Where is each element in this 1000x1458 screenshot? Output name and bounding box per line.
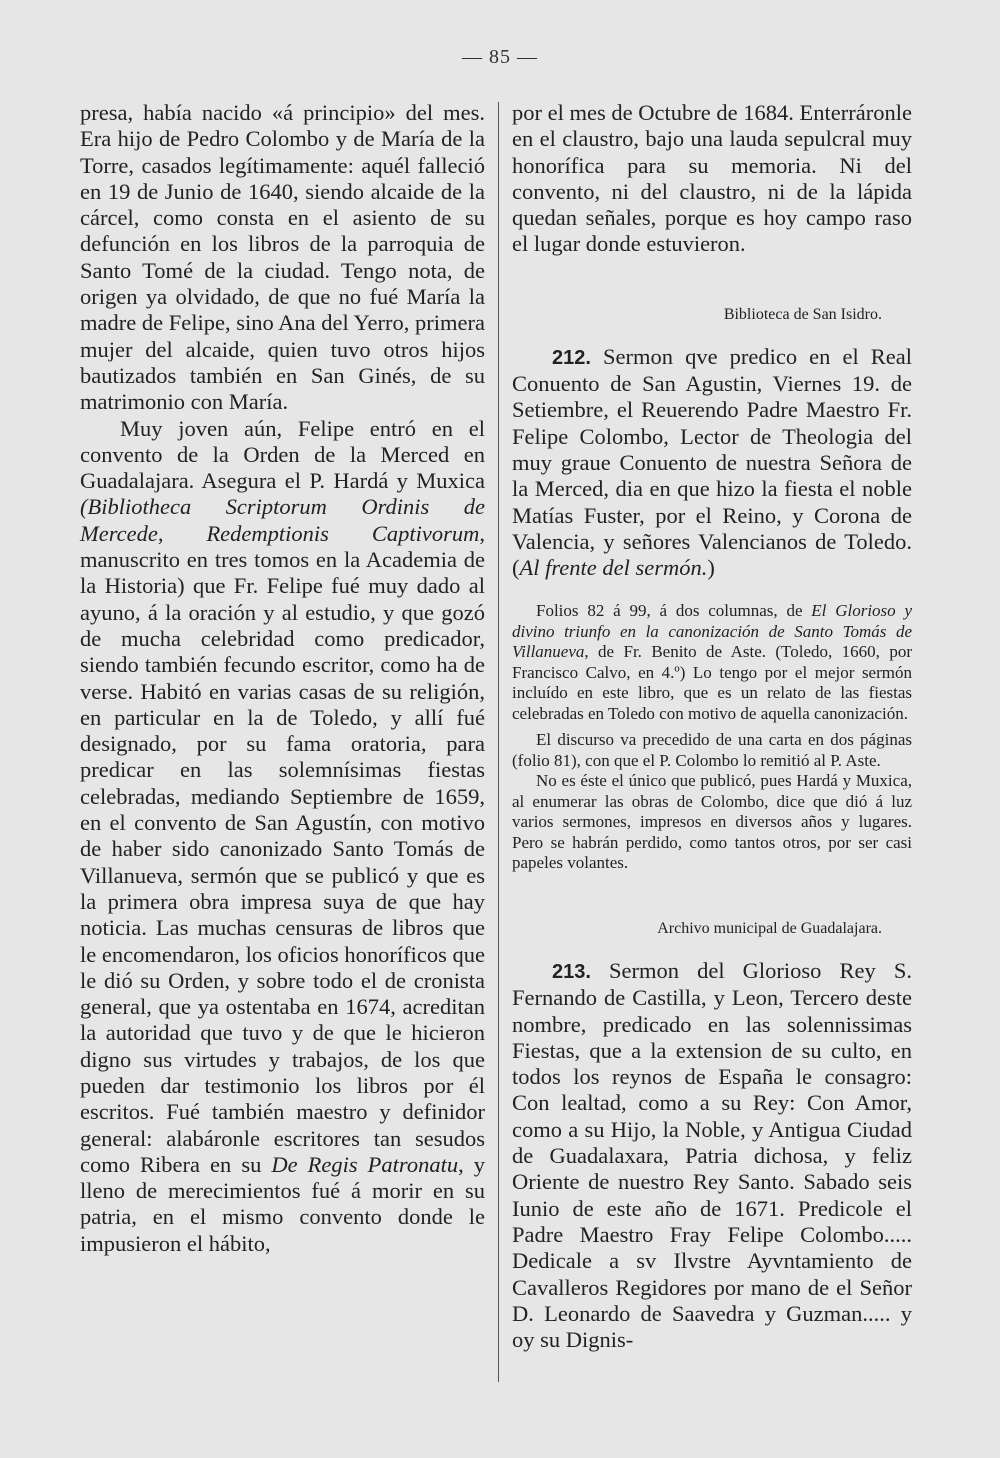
glorioso-title: El Glorioso y divino triunfo en la canonización de Santo Tomás de Villanueva [512,601,912,662]
entry-212-number: 212. [552,346,591,369]
entry-213: 213. Sermon del Glorioso Rey S. Fernando de Castilla, y Leon, Tercero deste nombre, predicado en las solennissimas Fiestas, que a la extension de su culto, en todos los reynos de España le consagro: Con lealtad, como a su Rey: Con Amor, como a su Hijo, la Noble, y Antigua Ciudad de Guadalaxara, Patria dichosa, y feliz Oriente de nuestro Rey Santo. Sabado seis Iunio de este año de 1671. Predicole el Padre Maestro Fray Felipe Colombo..... Dedicale a sv Ilvstre Ayvntamiento de Cavalleros Regidores por mano de el Señor D. Leonardo de Saavedra y Guzman..... y oy su Dignis- [512,957,912,1353]
left-column [80,100,485,1257]
note-212-2: El discurso va precedido de una carta en dos páginas (folio 81), con que el P. Colombo lo remitió al P. Aste. [512,730,912,770]
right-column [512,100,912,1353]
source-biblioteca: Biblioteca de San Isidro. [723,305,882,323]
page-number: — 85 — [462,46,538,68]
left-paragraph-1: presa, había nacido «á principio» del mes. Era hijo de Pedro Colombo y de María de la Torre, casados legítimamente: aquél falleció en 19 de Junio de 1640, siendo alcaide de la cárcel, como consta en el asiento de su defunción en los libros de la parroquia de Santo Tomé de la ciudad. Tengo nota, de origen ya olvidado, de que no fué María la madre de Felipe, sino Ana del Yerro, primera mujer del alcaide, quien tuvo otros hijos bautizados también en San Ginés, de su matrimonio con María. [80,100,485,415]
de-regis-title: De Regis Patronatu [271,1151,459,1177]
entry-212: 212. Sermon qve predico en el Real Conuento de San Agustin, Viernes 19. de Setiembre, el Reuerendo Padre Maestro Fr. Felipe Colombo, Lector de Theologia del muy graue Conuento de nuestra Señora de la Merced, dia en que hizo la fiesta el noble Matías Fuster, por el Reino, y Corona de Valencia, y señores Valencianos de Toledo. (Al frente del sermón.) [512,343,912,581]
note-212-3: No es éste el único que publicó, pues Hardá y Muxica, al enumerar las obras de Colombo, dice que dió á luz varios sermones, impresos en diversos años y lugares. Pero se habrán perdido, como tantos otros, por ser casi papeles volantes. [512,771,912,873]
note-212-1: Folios 82 á 99, á dos columnas, de El Glorioso y divino triunfo en la canonización de Santo Tomás de Villanueva, de Fr. Benito de Aste. (Toledo, 1660, por Francisco Calvo, en 4.º) Lo tengo por el mejor sermón incluído en este libro, que es un relato de las fiestas celebradas en Toledo con motivo de aquella canonización. [512,601,912,723]
entry-213-number: 213. [552,960,591,983]
column-divider [498,102,499,1382]
left-paragraph-2: Muy joven aún, Felipe entró en el convento de la Orden de la Merced en Guadalajara. Asegura el P. Hardá y Muxica (Bibliotheca Scriptorum Ordinis de Mercede, Redemptionis Captivorum, manuscrito en tres tomos en la Academia de la Historia) que Fr. Felipe fué muy dado al ayuno, á la oración y al estudio, y que gozó de mucha celebridad como predicador, siendo también fecundo escritor, como ha de verse. Habitó en varias casas de su religión, en particular en la de Toledo, y allí fué designado, por su fama oratoria, para predicar en las solemnísimas fiestas celebradas, mediando Septiembre de 1659, en el convento de San Agustín, con motivo de haber sido canonizado Santo Tomás de Villanueva, sermón que se publicó y que es la primera obra impresa suya de que hay noticia. Las muchas censuras de libros que le encomendaron, los oficios honoríficos que le dió su Orden, y sobre todo el de cronista general, que ya ostentaba en 1674, acreditan la autoridad que tuvo y de que le hicieron digno sus virtudes y trabajos, de los que pueden dar testimonio los libros por él escritos. Fué también maestro y definidor general: alabáronle escritores tan sesudos como Ribera en su De Regis Patronatu, y lleno de merecimientos fué á morir en su patria, en el mismo convento donde le impusieron el hábito, [80,415,485,1256]
entry-212-italic: Al frente del sermón. [519,555,708,581]
source-archivo: Archivo municipal de Guadalajara. [657,919,882,937]
right-paragraph-1: por el mes de Octubre de 1684. Enterráronle en el claustro, bajo una lauda sepulcral muy honorífica para su memoria. Ni del convento, ni del claustro, ni de la lápida quedan señales, porque es hoy campo raso el lugar donde estuvieron. [512,100,912,257]
bibliotheca-title: (Bibliotheca Scriptorum Ordinis de Mercede, Redemptionis Captivorum [80,494,485,546]
